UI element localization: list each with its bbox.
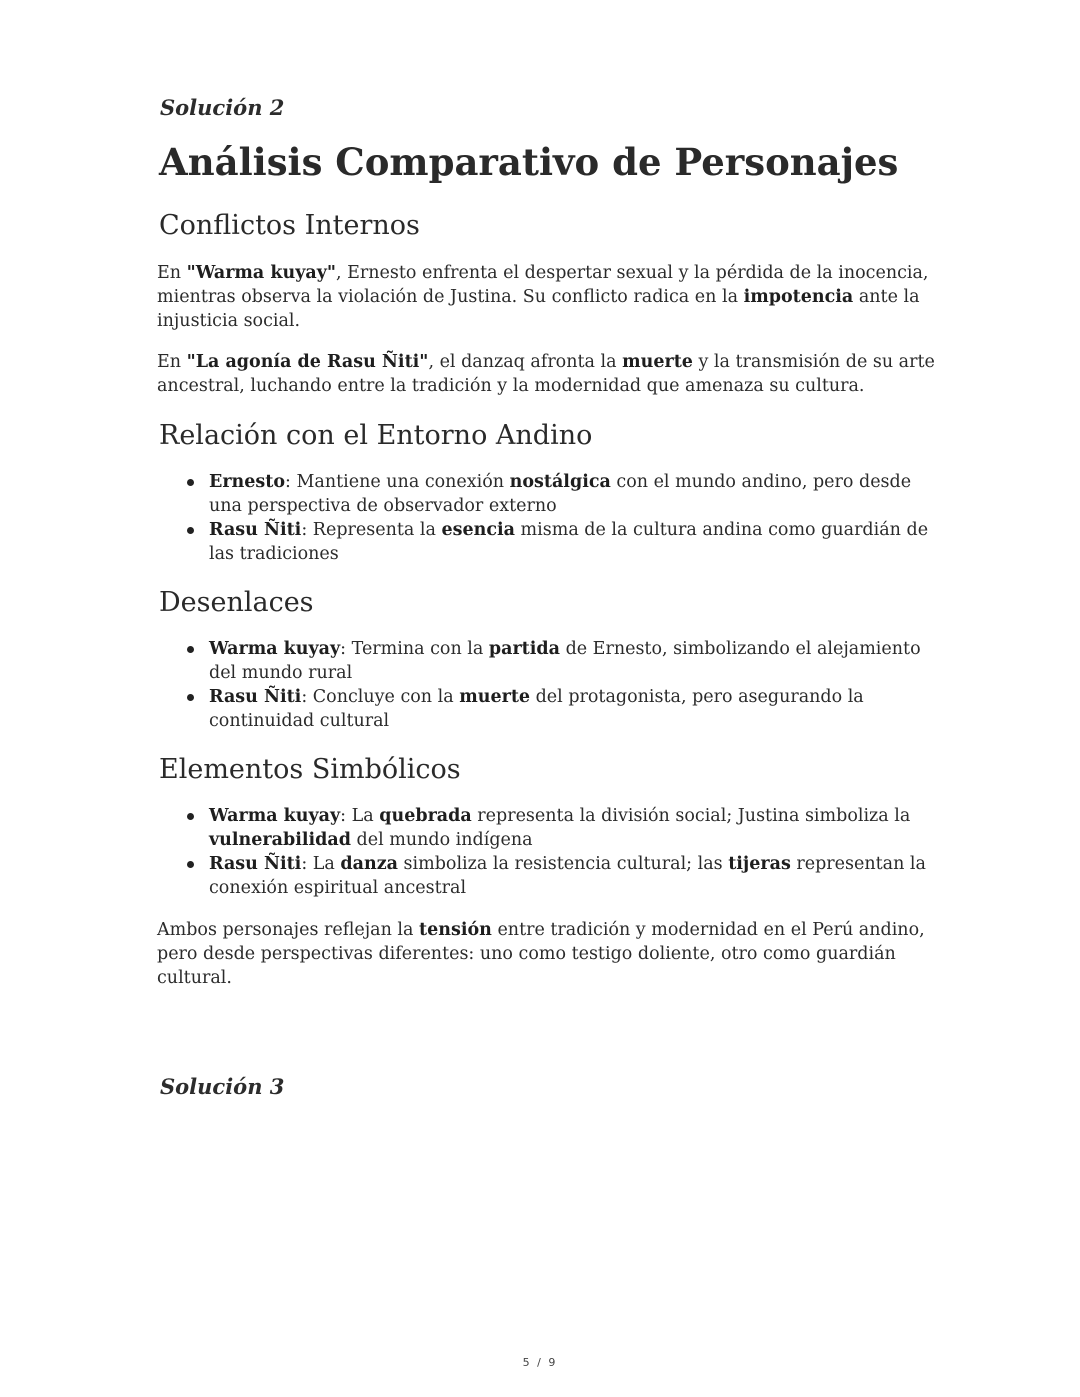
list-item: Warma kuyay: La quebrada representa la división social; Justina simboliza la vulnerabilidad del mundo indígena	[157, 804, 937, 852]
paragraph-rasu-niti-conflict: En "La agonía de Rasu Ñiti", el danzaq afronta la muerte y la transmisión de su arte ancestral, luchando entre la tradición y la modernidad que amenaza su cultura.	[157, 352, 935, 396]
heading-conflictos-internos: Conflictos Internos	[159, 210, 420, 241]
paragraph-warma-kuyay-conflict: En "Warma kuyay", Ernesto enfrenta el despertar sexual y la pérdida de la inocencia, mientras observa la violación de Justina. Su conflicto radica en la impotencia ante la injusticia social.	[157, 263, 929, 331]
list-item: Ernesto: Mantiene una conexión nostálgica con el mundo andino, pero desde una perspectiva de observador externo	[157, 470, 937, 518]
conclusion-paragraph: Ambos personajes reflejan la tensión entre tradición y modernidad en el Perú andino, pero desde perspectivas diferentes: uno como testigo doliente, otro como guardián cultural.	[157, 920, 925, 988]
heading-relacion-entorno: Relación con el Entorno Andino	[159, 420, 593, 451]
list-item: Rasu Ñiti: Concluye con la muerte del protagonista, pero asegurando la continuidad cultural	[157, 685, 937, 733]
relacion-list	[157, 470, 937, 566]
desenlaces-list	[157, 637, 937, 733]
list-item: Warma kuyay: Termina con la partida de Ernesto, simbolizando el alejamiento del mundo rural	[157, 637, 937, 685]
page-title: Análisis Comparativo de Personajes	[159, 140, 899, 184]
list-item: Rasu Ñiti: Representa la esencia misma de la cultura andina como guardián de las tradiciones	[157, 518, 937, 566]
heading-elementos-simbolicos: Elementos Simbólicos	[159, 754, 461, 785]
simbolicos-list	[157, 804, 937, 900]
page-number: 5 / 9	[522, 1356, 558, 1369]
solution-2-label: Solución 2	[160, 95, 285, 120]
list-item: Rasu Ñiti: La danza simboliza la resistencia cultural; las tijeras representan la conexión espiritual ancestral	[157, 852, 937, 900]
heading-desenlaces: Desenlaces	[159, 587, 314, 618]
solution-3-label: Solución 3	[160, 1074, 285, 1099]
